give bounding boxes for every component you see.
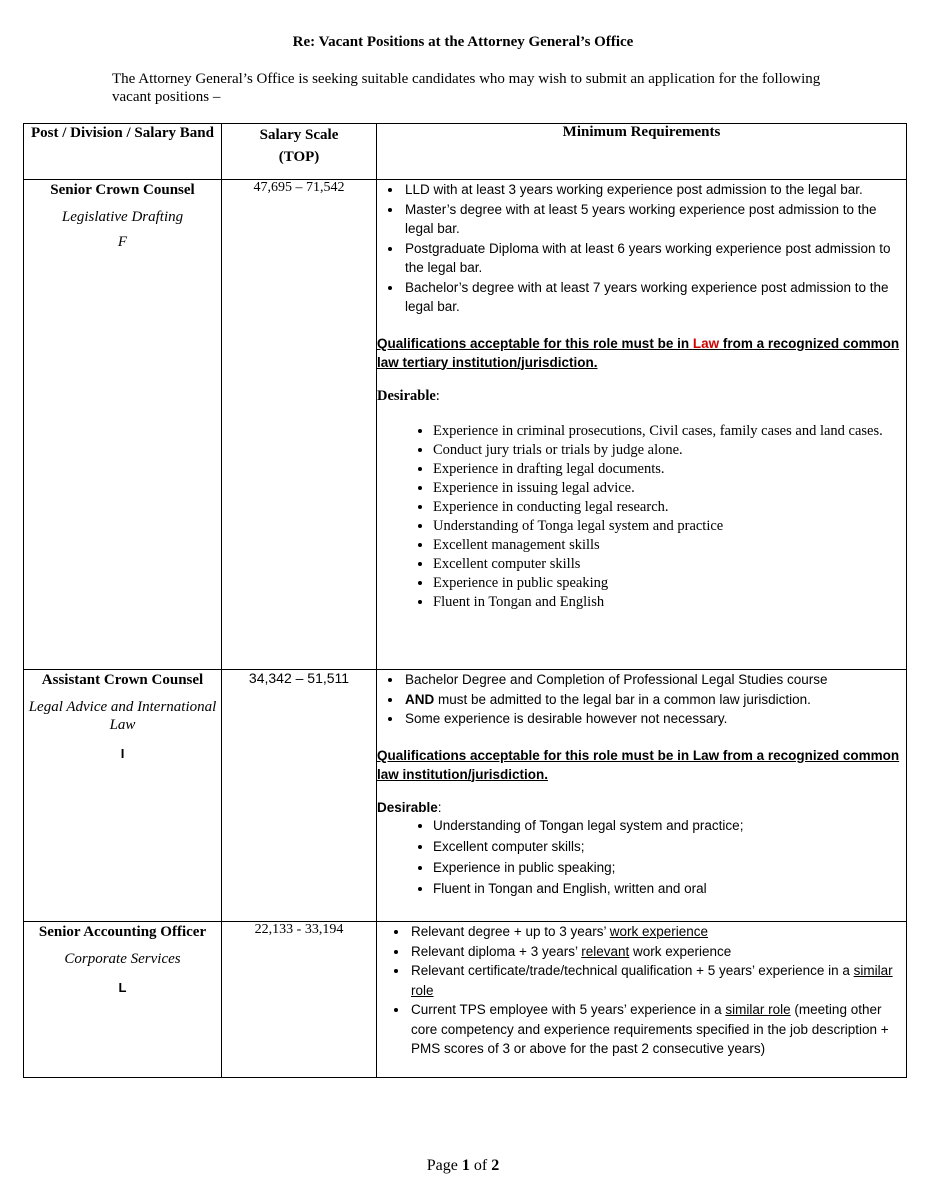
page-number: 1 bbox=[461, 1157, 470, 1174]
desirable-heading: Desirable: bbox=[377, 387, 440, 404]
positions-table bbox=[23, 123, 907, 1078]
list-item: • Excellent computer skills; bbox=[433, 836, 906, 857]
requirements-list bbox=[377, 922, 906, 1059]
post-division: Legal Advice and International Law bbox=[28, 699, 217, 733]
salary-band: I bbox=[120, 746, 125, 761]
page-total: 2 bbox=[491, 1157, 500, 1174]
list-item: • Experience in criminal prosecutions, Civil cases, family cases and land cases. bbox=[433, 422, 906, 441]
desirable-list bbox=[377, 815, 906, 899]
intro-paragraph: The Attorney General’s Office is seeking suitable candidates who may wish to submit an application for the following vacant positions – bbox=[112, 71, 821, 105]
desirable-list bbox=[377, 422, 906, 612]
salary-cell bbox=[222, 670, 377, 922]
salary-scale: 34,342 – 51,511 bbox=[248, 670, 350, 686]
header-requirements: Minimum Requirements bbox=[377, 124, 907, 180]
salary-cell bbox=[222, 922, 377, 1078]
header-salary: Salary Scale (TOP) bbox=[222, 124, 377, 180]
desirable-heading: Desirable: bbox=[377, 799, 442, 815]
salary-scale: 47,695 – 71,542 bbox=[253, 180, 345, 195]
qualifications-note: Qualifications acceptable for this role must be in Law from a recognized common law institution/jurisdiction. bbox=[377, 747, 900, 782]
list-item: • Experience in public speaking; bbox=[433, 857, 906, 878]
table-row bbox=[24, 922, 907, 1078]
table-header-row bbox=[24, 124, 907, 180]
list-item: • Fluent in Tongan and English bbox=[433, 593, 906, 612]
list-item: • Relevant degree + up to 3 years’ work experience bbox=[409, 922, 906, 942]
post-title: Senior Crown Counsel bbox=[50, 182, 195, 198]
post-division: Corporate Services bbox=[64, 951, 181, 967]
list-item: • Relevant certificate/trade/technical qualification + 5 years’ experience in a similar role bbox=[409, 961, 906, 1000]
list-item: • Excellent management skills bbox=[433, 536, 906, 555]
list-item: • Fluent in Tongan and English, written and oral bbox=[433, 878, 906, 899]
requirements-list bbox=[377, 180, 906, 317]
requirements-cell bbox=[377, 922, 907, 1078]
qualifications-note: Qualifications acceptable for this role must be in Law from a recognized common law tertiary institution/jurisdiction. bbox=[377, 335, 900, 370]
list-item: • Postgraduate Diploma with at least 6 years working experience post admission to the legal bar. bbox=[403, 239, 906, 278]
list-item: • Master’s degree with at least 5 years working experience post admission to the legal bar. bbox=[403, 200, 906, 239]
list-item: • Bachelor’s degree with at least 7 years working experience post admission to the legal bar. bbox=[403, 278, 906, 317]
list-item: • Understanding of Tonga legal system and practice bbox=[433, 517, 906, 536]
list-item: • AND must be admitted to the legal bar in a common law jurisdiction. bbox=[403, 690, 906, 710]
list-item: • Experience in issuing legal advice. bbox=[433, 479, 906, 498]
list-item: • LLD with at least 3 years working experience post admission to the legal bar. bbox=[403, 180, 906, 200]
list-item: • Current TPS employee with 5 years’ experience in a similar role (meeting other core competency and experience requirements specified in the job description + PMS scores of 3 or above for the past 2 consecutive years) bbox=[409, 1000, 906, 1059]
list-item: • Conduct jury trials or trials by judge alone. bbox=[433, 441, 906, 460]
list-item: • Some experience is desirable however not necessary. bbox=[403, 709, 906, 729]
list-item: • Experience in drafting legal documents. bbox=[433, 460, 906, 479]
list-item: • Bachelor Degree and Completion of Professional Legal Studies course bbox=[403, 670, 906, 690]
salary-band: F bbox=[117, 234, 128, 250]
post-title: Senior Accounting Officer bbox=[38, 924, 207, 940]
post-cell bbox=[24, 922, 222, 1078]
salary-band: L bbox=[118, 980, 127, 995]
requirements-list bbox=[377, 670, 906, 729]
table-row bbox=[24, 670, 907, 922]
requirements-cell bbox=[377, 180, 907, 670]
page-footer: Page 1 of 2 bbox=[426, 1157, 500, 1174]
list-item: • Excellent computer skills bbox=[433, 555, 906, 574]
salary-scale: 22,133 - 33,194 bbox=[254, 922, 344, 937]
law-highlight: Law bbox=[692, 335, 720, 351]
document-title: Re: Vacant Positions at the Attorney General’s Office bbox=[292, 34, 634, 50]
post-cell bbox=[24, 180, 222, 670]
header-post: Post / Division / Salary Band bbox=[24, 124, 222, 180]
list-item: • Relevant diploma + 3 years’ relevant work experience bbox=[409, 942, 906, 962]
post-title: Assistant Crown Counsel bbox=[41, 672, 204, 688]
list-item: • Understanding of Tongan legal system and practice; bbox=[433, 815, 906, 836]
salary-cell bbox=[222, 180, 377, 670]
post-cell bbox=[24, 670, 222, 922]
table-row bbox=[24, 180, 907, 670]
list-item: • Experience in conducting legal research. bbox=[433, 498, 906, 517]
post-division: Legislative Drafting bbox=[61, 209, 184, 225]
list-item: • Experience in public speaking bbox=[433, 574, 906, 593]
requirements-cell bbox=[377, 670, 907, 922]
